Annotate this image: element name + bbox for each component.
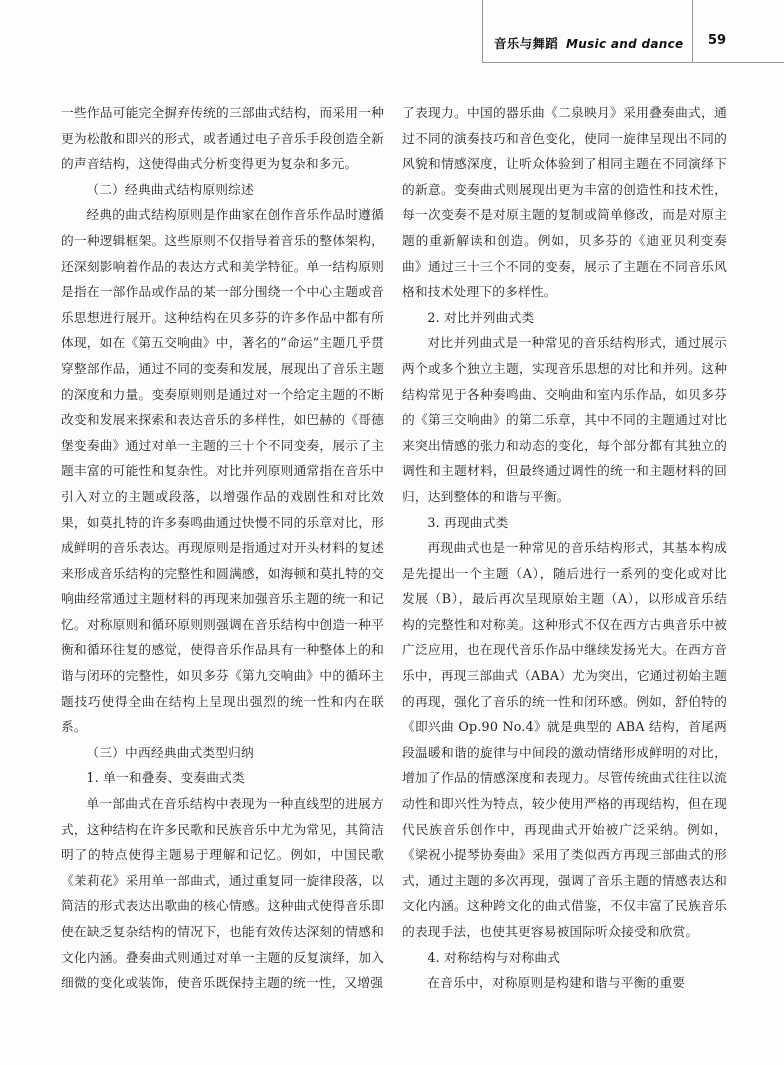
journal-title	[494, 34, 683, 52]
section-heading-2: （二）经典曲式结构原则综述	[86, 181, 254, 197]
header-rule	[482, 62, 784, 63]
journal-title-cn: 音乐与舞蹈	[494, 36, 559, 51]
subsection-heading-4: 4. 对称结构与对称曲式	[427, 949, 561, 965]
journal-title-en: Music and dance	[566, 37, 684, 51]
paragraph-classic-principles: 经典的曲式结构原则是作曲家在创作音乐作品时遵循的一种逻辑框架。这些原则不仅指导着音乐的整体架构，还深刻影响着作品的表达方式和美学特征。单一结构原则是指在一部作品或作品的某一部分围绕一个中心主题或音乐思想进行展开。这种结构在贝多芬的许多作品中都有所体现，如在《第五交响曲》中，著名的“命运”主题几乎贯穿整部作品，通过不同的变奏和发展，展现出了音乐主题的深度和力量。变奏原则则是通过对一个给定主题的不断改变和发展来探索和表达音乐的多样性，如巴赫的《哥德堡变奏曲》通过对单一主题的三十个不同变奏，展示了主题丰富的可能性和复杂性。对比并列原则通常指在音乐中引入对立的主题或段落，以增强作品的戏剧性和对比效果，如莫扎特的许多奏鸣曲通过快慢不同的乐章对比，形成鲜明的音乐表达。再现原则是指通过对开头材料的复述来形成音乐结构的完整性和圆满感，如海顿和莫扎特的交响曲经常通过主题材料的再现来加强音乐主题的统一和记忆。对称原则和循环原则则强调在音乐结构中创造一种平衡和循环往复的感觉，使得音乐作品具有一种整体上的和谐与闭环的完整性，如贝多芬《第九交响曲》中的循环主题技巧使得全曲在结构上呈现出强烈的统一性和内在联系。	[61, 207, 384, 735]
paragraph-reprise-form: 再现曲式也是一种常见的音乐结构形式，其基本构成是先提出一个主题（A），随后进行一系列的变化或对比发展（B），最后再次呈现原始主题（A），以形成音乐结构的完整性和对称美。这种形式不仅在西方古典音乐中被广泛应用，也在现代音乐作品中继续发扬光大。在西方音乐中，再现三部曲式（ABA）尤为突出，它通过初始主题的再现，强化了音乐的统一性和闭环感。例如，舒伯特的《即兴曲 Op.90 No.4》就是典型的 ABA 结构，首尾两段温暖和谐的旋律与中间段的激动情绪形成鲜明的对比，增加了作品的情感深度和表现力。尽管传统曲式往往以流动性和即兴性为特点，较少使用严格的再现结构，但在现代民族音乐创作中，再现曲式开始被广泛采纳。例如，《梁祝小提琴协奏曲》采用了类似西方再现三部曲式的形式，通过主题的多次再现，强调了音乐主题的情感表达和文化内涵。这种跨文化的曲式借鉴，不仅丰富了民族音乐的表现手法，也使其更容易被国际听众接受和欣赏。	[402, 540, 727, 939]
section-heading-3: （三）中西经典曲式类型归纳	[86, 744, 254, 760]
subsection-heading-3: 3. 再现曲式类	[427, 514, 509, 530]
right-column	[402, 100, 727, 996]
header-divider-right	[692, 0, 693, 62]
header-divider-left	[482, 0, 483, 62]
subsection-heading-2: 2. 对比并列曲式类	[427, 309, 535, 325]
left-column	[61, 100, 384, 996]
subsection-heading-1: 1. 单一和叠奏、变奏曲式类	[86, 770, 245, 786]
paragraph-single-form: 单一部曲式在音乐结构中表现为一种直线型的进展方式，这种结构在许多民歌和民族音乐中尤为常见，其简洁明了的特点使得主题易于理解和记忆。例如，中国民歌《茉莉花》采用单一部曲式，通过重复同一旋律段落，以简洁的形式表达出歌曲的核心情感。这种曲式使得音乐即使在缺乏复杂结构的情况下，也能有效传达深刻的情感和文化内涵。叠奏曲式则通过对单一主题的反复演绎，加入细微的变化或装饰，使音乐既保持主题的统一性，又增强	[61, 796, 384, 991]
paragraph-continued-right: 了表现力。中国的器乐曲《二泉映月》采用叠奏曲式，通过不同的演奏技巧和音色变化，使同一旋律呈现出不同的风貌和情感深度，让听众体验到了相同主题在不同演绎下的新意。变奏曲式则展现出更为丰富的创造性和技术性，每一次变奏不是对原主题的复制或简单修改，而是对原主题的重新解读和创造。例如，贝多芬的《迪亚贝利变奏曲》通过三十三个不同的变奏，展示了主题在不同音乐风格和技术处理下的多样性。	[402, 105, 727, 300]
paragraph-continued: 一些作品可能完全摒弃传统的三部曲式结构，而采用一种更为松散和即兴的形式，或者通过电子音乐手段创造全新的声音结构，这使得曲式分析变得更为复杂和多元。	[61, 105, 384, 172]
page-number: 59	[708, 33, 727, 48]
paragraph-symmetry: 在音乐中，对称原则是构建和谐与平衡的重要	[427, 975, 686, 991]
page-header	[0, 0, 784, 88]
paragraph-contrast-form: 对比并列曲式是一种常见的音乐结构形式，通过展示两个或多个独立主题，实现音乐思想的对比和并列。这种结构常见于各种奏鸣曲、交响曲和室内乐作品，如贝多芬的《第三交响曲》的第二乐章，其中不同的主题通过对比来突出情感的张力和动态的变化，每个部分都有其独立的调性和主题材料，但最终通过调性的统一和主题材料的回归，达到整体的和谐与平衡。	[402, 335, 727, 504]
